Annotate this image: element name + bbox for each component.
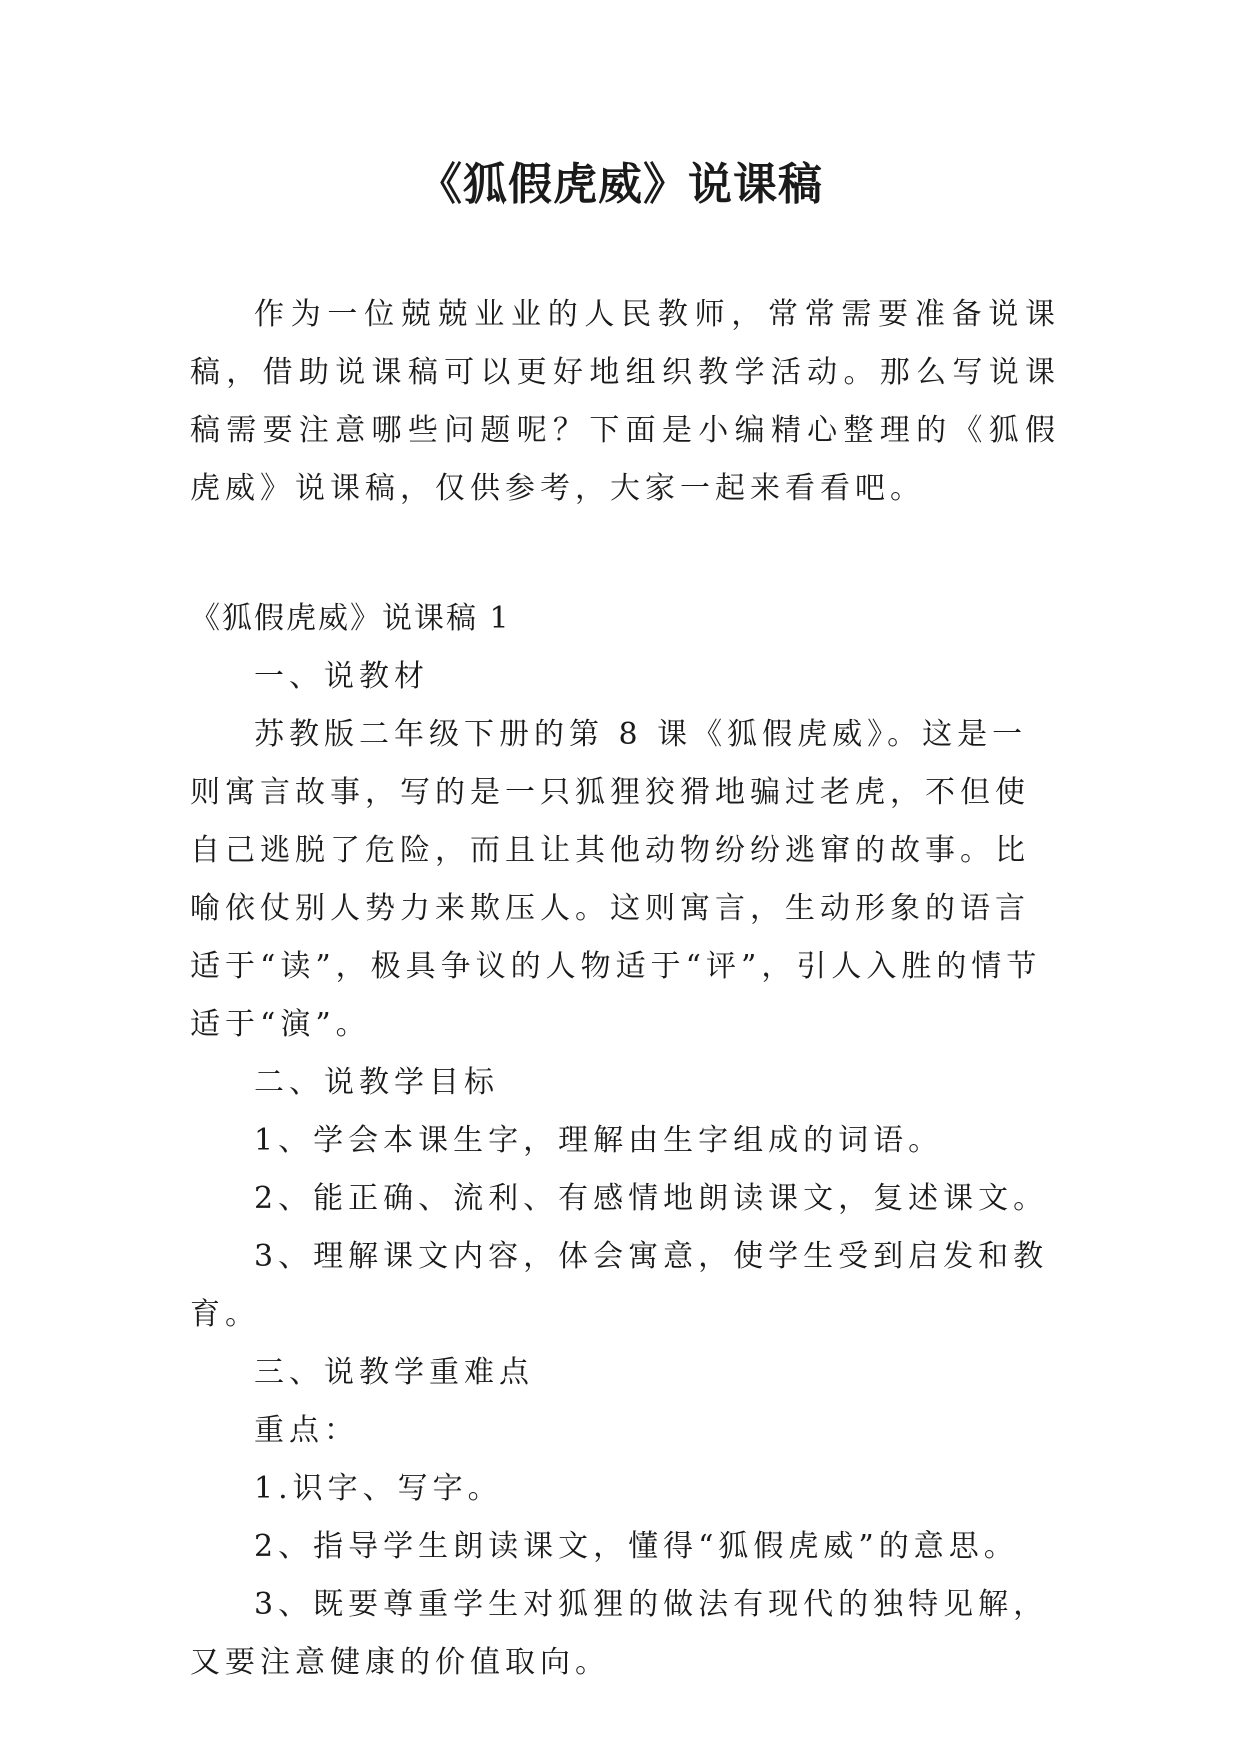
section-title: 《狐假虎威》说课稿 1	[190, 601, 511, 636]
heading-key-points: 三、说教学重难点	[254, 1355, 534, 1390]
key-points-label: 重点：	[254, 1413, 359, 1448]
intro-paragraph: 作为一位兢兢业业的人民教师，常常需要准备说课稿，借助说课稿可以更好地组织教学活动。那么写说课稿需要注意哪些问题呢？下面是小编精心整理的《狐假虎威》说课稿，仅供参考，大家一起来看看吧。	[190, 297, 1060, 506]
document-body	[190, 286, 1060, 1692]
heading-teaching-goals: 二、说教学目标	[254, 1065, 499, 1100]
key-point-item-1: 1.识字、写字。	[254, 1471, 503, 1506]
document-title: 《狐假虎威》说课稿	[418, 159, 823, 210]
paragraph-teaching-material: 苏教版二年级下册的第 8 课《狐假虎威》。这是一则寓言故事，写的是一只狐狸狡猾地骗过老虎，不但使自己逃脱了危险，而且让其他动物纷纷逃窜的故事。比喻依仗别人势力来欺压人。这则寓言，生动形象的语言适于“读”，极具争议的人物适于“评”，引人入胜的情节适于“演”。	[190, 717, 1042, 1042]
goal-item-2: 2、能正确、流利、有感情地朗读课文，复述课文。	[254, 1181, 1049, 1216]
section-body	[190, 648, 1060, 1692]
key-point-item-2: 2、指导学生朗读课文，懂得“狐假虎威”的意思。	[254, 1529, 1019, 1564]
goal-item-3: 3、理解课文内容，体会寓意，使学生受到启发和教育。	[190, 1239, 1049, 1332]
goal-item-1: 1、学会本课生字，理解由生字组成的词语。	[254, 1123, 944, 1158]
intro-section	[190, 286, 1060, 518]
heading-teaching-material: 一、说教材	[254, 659, 429, 694]
key-point-item-3: 3、既要尊重学生对狐狸的做法有现代的独特见解，又要注意健康的价值取向。	[190, 1587, 1049, 1680]
